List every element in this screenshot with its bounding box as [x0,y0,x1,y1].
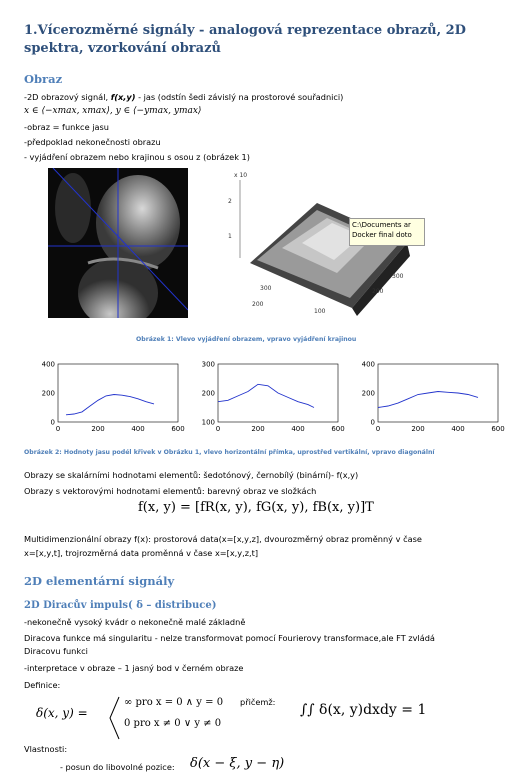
y-tick-label: 200 [201,389,215,398]
y-tick-label: 200 [41,389,55,398]
y-tick-label: 200 [361,389,375,398]
obraz-line5: - vyjádření obrazem nebo krajinou s osou z (obrázek 1) [24,152,250,162]
y-tick-label: 400 [361,360,375,369]
x-tick-label: 0 [215,425,221,433]
y-tick-label: 0 [50,418,55,427]
obraz-line1-rest: - jas (odstín šedi závislý na prostorové souřadnici) [135,92,344,102]
chart-horizontal [36,358,186,438]
dirac-line1: -nekonečně vysoký kvádr o nekonečně malé základně [24,617,246,627]
chart-vertical [196,358,346,438]
dirac-integral: ∫∫ δ(x, y)dxdy = 1 [300,702,427,718]
dirac-definition-lhs: δ(x, y) = [36,706,88,720]
definice-label: Definice: [24,680,61,690]
svg-text:200: 200 [372,288,384,295]
dirac-line2: Diracova funkce má singularitu - nelze transformovat pomocí Fourierovy transformace,ale FT zvládá [24,633,435,643]
xray-image [48,168,188,318]
x-tick-label: 200 [91,425,105,433]
vector-images-line: Obrazy s vektorovými hodnotami elementů: barevný obraz ve složkách [24,486,317,496]
dirac-case-2: 0 pro x ≠ 0 ∨ y ≠ 0 [124,718,222,729]
shift-expression: δ(x − ξ, y − η) [190,756,285,771]
x-tick-label: 200 [251,425,265,433]
pricemz-label: přičemž: [240,697,276,707]
z-axis-exponent: x 10 [234,172,248,179]
multidim-line2: x=[x,y,t], trojrozměrná data proměnná v čase x=[x,y,z,t] [24,548,259,558]
obraz-line3: -obraz = funkce jasu [24,122,109,132]
y-tick-label: 100 [201,418,215,427]
angle-bracket [107,695,121,741]
figure1-caption: Obrázek 1: Vlevo vyjádření obrazem, vpravo vyjádření krajinou [136,336,357,343]
dirac-case-1: ∞ pro x = 0 ∧ y = 0 [124,697,224,708]
tooltip-line2: Docker final doto [352,231,412,239]
svg-text:200: 200 [252,301,264,308]
x-tick-label: 600 [331,425,345,433]
svg-text:2: 2 [228,198,232,205]
x-tick-label: 400 [131,425,145,433]
chart-diagonal [356,358,506,438]
x-tick-label: 600 [171,425,185,433]
obraz-line4: -předpoklad nekonečnosti obrazu [24,137,161,147]
filepath-tooltip [349,218,425,246]
x-tick-label: 0 [375,425,381,433]
tooltip-line1: C:\Documents ar [352,221,411,229]
multidim-line1: Multidimenzionální obrazy f(x): prostorová data(x=[x,y,z], dvourozměrný obraz proměnný v čase [24,534,422,544]
svg-text:100: 100 [314,308,326,315]
y-tick-label: 0 [370,418,375,427]
x-tick-label: 200 [411,425,425,433]
x-tick-label: 400 [291,425,305,433]
obraz-range: x ∈ ⟨−xmax, xmax⟩, y ∈ ⟨−ymax, ymax⟩ [24,106,202,116]
section-heading-elementary: 2D elementární signály [24,574,175,588]
dirac-line3: Diracovu funkci [24,646,88,656]
plot-frame [378,364,498,422]
scalar-images-line: Obrazy se skalárními hodnotami elementů: šedotónový, černobílý (binární)- f(x,y) [24,470,359,480]
subheading-dirac: 2D Diracův impuls( δ – distribuce) [24,600,217,611]
section-heading-obraz: Obraz [24,72,63,86]
x-tick-label: 400 [451,425,465,433]
obraz-line1-fxy: f(x,y) [110,92,136,102]
document-title: 1.Vícerozměrné signály - analogová reprezentace obrazů, 2D spektra, vzorkování obrazů [24,23,466,56]
svg-text:1: 1 [228,233,232,240]
y-tick-label: 400 [41,360,55,369]
vlastnosti-label: Vlastnosti: [24,744,68,754]
x-tick-label: 0 [55,425,61,433]
obraz-line1 [24,92,343,103]
dirac-line4: -interpretace v obraze – 1 jasný bod v černém obraze [24,663,244,673]
shift-label: - posun do libovolné pozice: [60,762,175,772]
y-tick-label: 300 [201,360,215,369]
x-tick-label: 600 [491,425,505,433]
obraz-line1-text: -2D obrazový signál, [24,92,111,102]
figure2-caption: Obrázek 2: Hodnoty jasu podél křivek v Obrázku 1, vlevo horizontální přímka, uprostřed vertikální, vpravo diagonální [24,449,435,456]
svg-text:300: 300 [260,285,272,292]
rgb-formula: f(x, y) = [fR(x, y), fG(x, y), fB(x, y)]T [138,500,374,515]
svg-text:300: 300 [392,273,404,280]
